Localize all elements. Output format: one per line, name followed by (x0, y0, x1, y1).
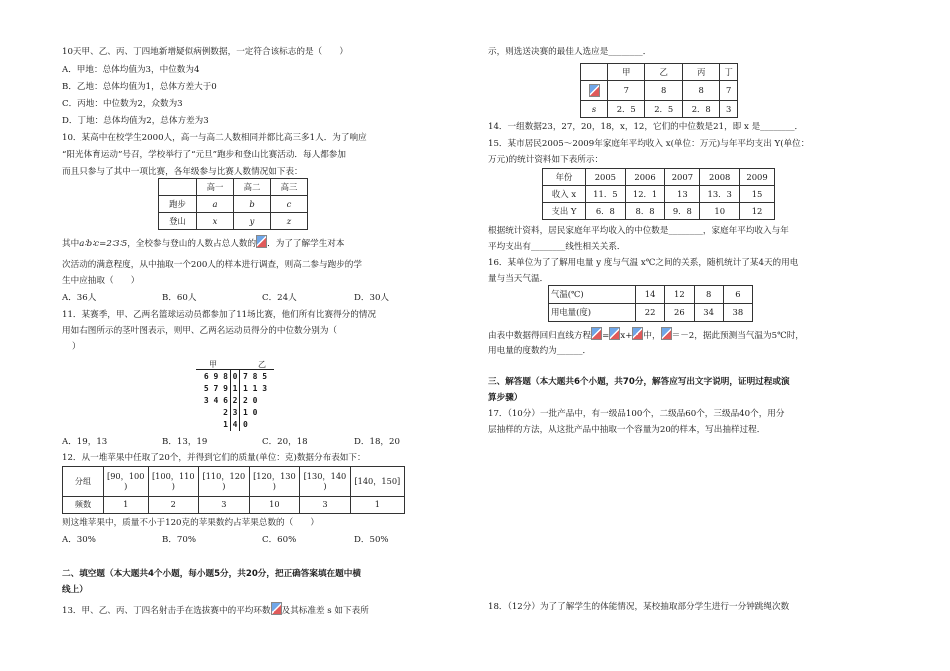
right-leaf: 2 0 (243, 396, 258, 405)
q13-header: 丁 (720, 64, 738, 81)
q15-cell: 12 (740, 203, 775, 220)
q15-row-label: 支出 Y (543, 203, 586, 220)
q12-header: [90，100 ) (104, 467, 149, 497)
q13-header: 丙 (682, 64, 719, 81)
stem: 2 (232, 396, 238, 405)
q16-cell: 38 (723, 304, 752, 322)
q15-cell: 6．8 (586, 203, 626, 220)
q15-header: 2009 (740, 169, 775, 186)
stem-leaf-left-rule (230, 369, 231, 431)
q10-row-label: 登山 (159, 213, 197, 230)
q11-option-d: D．18，20 (354, 437, 400, 447)
section-2-heading: 二、填空题（本大题共4个小题，每小题5分，共20分，把正确答案填在题中横 (62, 569, 361, 579)
xbar-image-icon (271, 602, 282, 615)
q13-table (580, 63, 738, 118)
q13-cell: 2．8 (682, 101, 719, 118)
fraction-image-icon (256, 235, 267, 248)
q10-line3: 而且只参与了其中一项比赛，各年级参与比赛人数情况如下表： (62, 167, 303, 177)
bhat-image-icon (609, 327, 620, 340)
stem-leaf-left-leaves (196, 372, 228, 432)
left-leaf: 5 7 9 (203, 384, 228, 393)
q11-line1: 11．某赛季，甲、乙两名篮球运动员都参加了11场比赛，他们所有比赛得分的情况 (62, 310, 377, 320)
right-leaf: 1 1 3 (243, 384, 268, 393)
q16-cell: 6 (723, 286, 752, 304)
q16-line3: 由表中数据得回归直线方程 = x+ 中， ＝－2，据此预测当气温为5℃时， (488, 327, 804, 341)
q10-cell: b (234, 196, 271, 213)
q15-cell: 9．8 (665, 203, 700, 220)
q13-line2: 示，则选送决赛的最佳人选应是________． (488, 47, 652, 57)
q12-cell: 10 (249, 497, 300, 514)
q10-option-d: D．30人 (354, 293, 390, 303)
q15-cell: 11．5 (586, 186, 626, 203)
q13-cell: 2．5 (608, 101, 645, 118)
q12-option-d: D．50% (354, 535, 389, 545)
q9-option-d: D．丁地：总体均值为2，总体方差为3 (62, 116, 209, 126)
left-leaf: 3 4 6 (203, 396, 228, 405)
stem: 4 (232, 420, 238, 429)
q13-cell: 2．5 (645, 101, 682, 118)
q12-option-c: C．60% (262, 535, 297, 545)
right-leaf: 7 8 5 (243, 372, 268, 381)
stem-leaf-head-right: 乙 (258, 360, 266, 369)
q12-option-a: A．30% (62, 535, 96, 545)
q17-line2: 层抽样的方法，从这批产品中抽取一个容量为20的样本，写出抽样过程． (488, 425, 766, 435)
stem-leaf-top-rule (196, 369, 274, 370)
q9-option-c: C．丙地：中位数为2，众数为3 (62, 99, 183, 109)
q13-line1: 13．甲、乙、丙、丁四名射击手在选拔赛中的平均环数 及其标准差 s 如下表所 (62, 602, 369, 616)
q10-line2: “阳光体育运动”号召，学校举行了“元旦”跑步和登山比赛活动．每人都参加 (62, 150, 346, 160)
q10-header: 高二 (234, 179, 271, 196)
q12-cell: 3 (199, 497, 250, 514)
q15-cell: 10 (700, 203, 740, 220)
q12-header: [140，150] (350, 467, 404, 497)
q16-cell: 34 (694, 304, 723, 322)
q9-stem: 10天甲、乙、丙、丁四地新增疑似病例数据，一定符合该标志的是（ ） (62, 47, 348, 57)
q12-header: [120，130 ) (249, 467, 300, 497)
q15-cell: 13．3 (700, 186, 740, 203)
q15-row-label: 收入 x (543, 186, 586, 203)
stem: 0 (232, 372, 238, 381)
q15-line1: 15．某市居民2005～2009年家庭年平均收入 x(单位：万元)与年平均支出 Y(单位： (488, 139, 810, 149)
bhat-image-icon (661, 327, 672, 340)
q13-header: 甲 (608, 64, 645, 81)
section-3-heading: 三、解答题（本大题共6个小题，共70分，解答应写出文字说明，证明过程或演 (488, 377, 790, 387)
q16-cell: 14 (636, 286, 665, 304)
left-leaf: 6 9 8 (203, 372, 228, 381)
q10-cell: y (234, 213, 271, 230)
q10-header-empty (159, 179, 197, 196)
q9-option-b: B．乙地：总体均值为1，总体方差大于0 (62, 82, 217, 92)
q10-table (158, 178, 308, 230)
q11-line3: ） (72, 342, 81, 352)
q10-cell: x (197, 213, 234, 230)
yhat-image-icon (591, 327, 602, 340)
q16-line4: 用电量的度数约为______． (488, 346, 592, 356)
q12-header: [130，140 ) (300, 467, 351, 497)
q16-table (548, 285, 753, 322)
q15-line3: 根据统计资料，居民家庭年平均收入的中位数是________，家庭年平均收入与年 (488, 226, 789, 236)
q12-cell: 2 (148, 497, 199, 514)
q13-cell: 7 (608, 81, 645, 101)
q13-cell: 3 (720, 101, 738, 118)
q15-table (542, 168, 775, 220)
left-leaf: 2 (223, 408, 228, 417)
q16-cell: 22 (636, 304, 665, 322)
q10-cell: z (271, 213, 308, 230)
q12-cell: 3 (300, 497, 351, 514)
q10-line4: 其中a∶b∶c=2∶3∶5，全校参与登山的人数占总人数的 ．为了了解学生对本 (62, 235, 344, 249)
q12-line1: 12．从一堆苹果中任取了20个，并得到它们的质量(单位：克)数据分布表如下： (62, 453, 366, 463)
q14: 14．一组数据23，27，20，18，x，12，它们的中位数是21，即 x 是________． (488, 122, 804, 132)
q15-header: 年份 (543, 169, 586, 186)
q15-line2: 万元)的统计资料如下表所示： (488, 155, 604, 165)
q11-option-b: B．13，19 (162, 437, 208, 447)
q17-line1: 17．（10分）一批产品中，有一级品100个，二级品60个，三级品40个，用分 (488, 409, 785, 419)
q16-row-label: 气温(℃) (549, 286, 636, 304)
q10-cell: a (197, 196, 234, 213)
q10-option-a: A．36人 (62, 293, 97, 303)
q12-table (62, 466, 405, 514)
q16-row-label: 用电量(度) (549, 304, 636, 322)
q12-header: [100，110 ) (148, 467, 199, 497)
q15-line4: 平均支出有________线性相关关系． (488, 242, 626, 252)
q10-option-b: B．60人 (162, 293, 197, 303)
q13-header: 乙 (645, 64, 682, 81)
q18-line1: 18．（12分）为了了解学生的体能情况，某校抽取部分学生进行一分钟跳绳次数 (488, 602, 790, 612)
ahat-image-icon (632, 327, 643, 340)
stem: 3 (232, 408, 238, 417)
q15-cell: 15 (740, 186, 775, 203)
q16-cell: 8 (694, 286, 723, 304)
q12-option-b: B．70% (162, 535, 197, 545)
q13-row-label: s (581, 101, 608, 118)
q11-line2: 用如右图所示的茎叶图表示，则甲、乙两名运动员得分的中位数分别为（ (62, 326, 338, 336)
q16-line1: 16．某单位为了了解用电量 y 度与气温 x℃之间的关系，随机统计了某4天的用电 (488, 258, 799, 268)
q10-line6: 生中应抽取（ ） (62, 276, 140, 286)
q10-line5: 次活动的满意程度，从中抽取一个200人的样本进行调查，则高二参与跑步的学 (62, 260, 362, 270)
q13-cell: 8 (682, 81, 719, 101)
q10-header: 高三 (271, 179, 308, 196)
q16-line2: 量与当天气温． (488, 274, 549, 284)
q12-header: [110，120 ) (199, 467, 250, 497)
q12-cell: 1 (104, 497, 149, 514)
q13-cell: 7 (720, 81, 738, 101)
q10-row-label: 跑步 (159, 196, 197, 213)
stem: 1 (232, 384, 238, 393)
q16-cell: 12 (665, 286, 694, 304)
q15-header: 2005 (586, 169, 626, 186)
stem-leaf-stems (232, 372, 238, 432)
q12-line2: 则这堆苹果中，质量不小于120克的苹果数约占苹果总数的（ ） (62, 518, 320, 528)
stem-leaf-right-leaves (243, 372, 283, 432)
q10-header: 高一 (197, 179, 234, 196)
q12-header: 分组 (63, 467, 104, 497)
q16-cell: 26 (665, 304, 694, 322)
q10-cell: c (271, 196, 308, 213)
q12-cell: 频数 (63, 497, 104, 514)
right-leaf: 0 (243, 420, 248, 429)
q15-cell: 13 (665, 186, 700, 203)
xbar-image-icon (589, 84, 600, 97)
q10-option-c: C．24人 (262, 293, 297, 303)
q15-header: 2007 (665, 169, 700, 186)
section-3-heading-cont: 算步骤） (488, 393, 523, 403)
q13-cell: 8 (645, 81, 682, 101)
right-leaf: 1 0 (243, 408, 258, 417)
q9-option-a: A．甲地：总体均值为3，中位数为4 (62, 65, 200, 75)
stem-leaf-head-left: 甲 (209, 360, 217, 369)
q13-row-label (581, 81, 608, 101)
section-2-heading-cont: 线上） (62, 585, 88, 595)
stem-leaf-right-rule (239, 369, 240, 431)
q15-cell: 12．1 (625, 186, 665, 203)
q11-option-a: A．19，13 (62, 437, 108, 447)
q13-header-empty (581, 64, 608, 81)
q15-cell: 8．8 (625, 203, 665, 220)
q12-cell: 1 (350, 497, 404, 514)
q15-header: 2006 (625, 169, 665, 186)
q10-line1: 10．某高中在校学生2000人，高一与高二人数相同并都比高三多1人．为了响应 (62, 133, 367, 143)
q15-header: 2008 (700, 169, 740, 186)
q11-option-c: C．20，18 (262, 437, 308, 447)
left-leaf: 1 (223, 420, 228, 429)
